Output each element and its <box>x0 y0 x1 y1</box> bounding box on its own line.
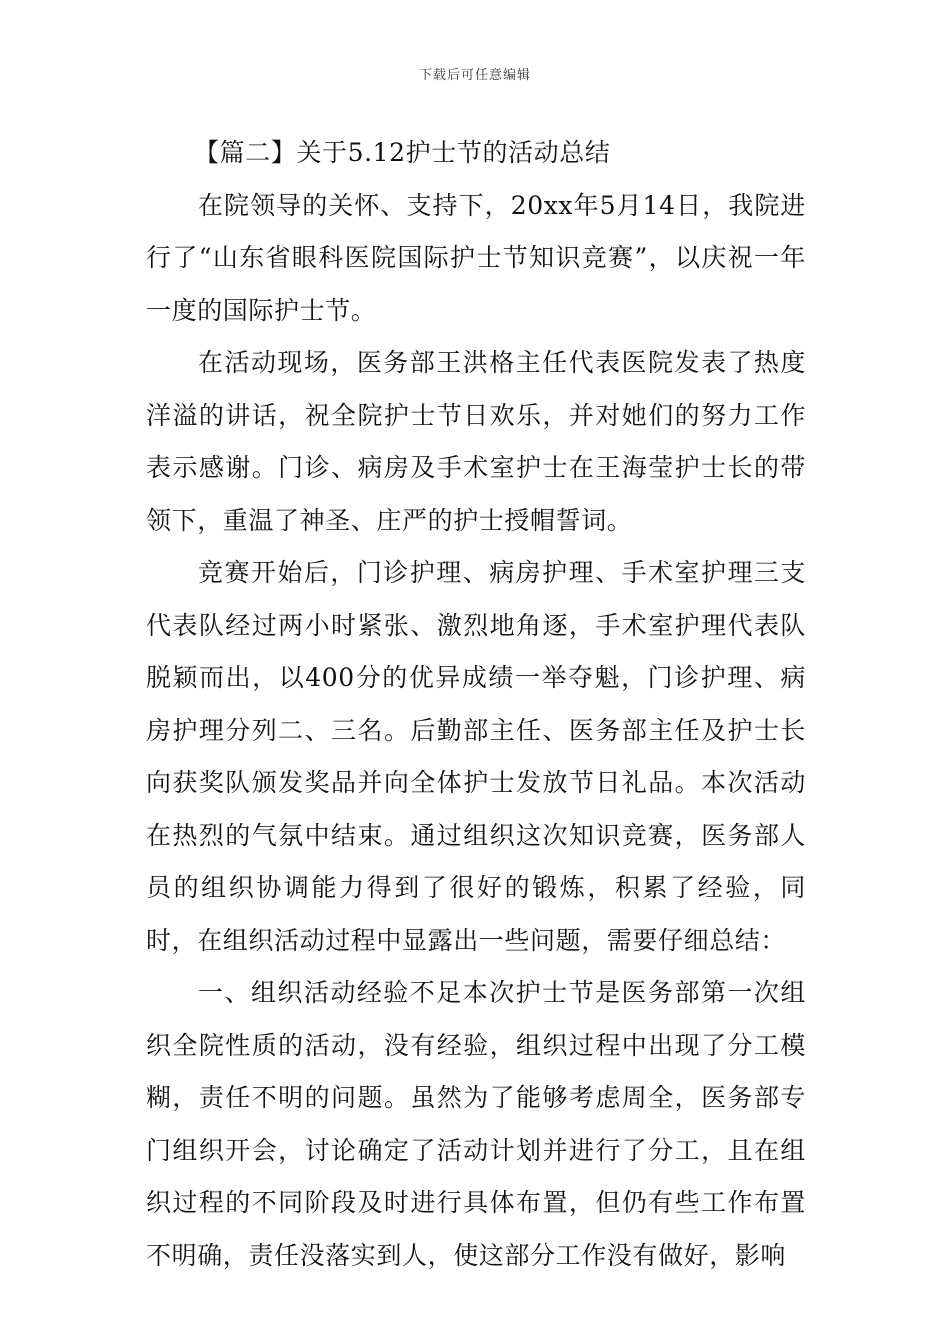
paragraph-3: 竞赛开始后，门诊护理、病房护理、手术室护理三支代表队经过两小时紧张、激烈地角逐，手术室护理代表队脱颖而出，以400分的优异成绩一举夺魁，门诊护理、病房护理分列二、三名。后勤部主任、医务部主任及护士长向获奖队颁发奖品并向全体护士发放节日礼品。本次活动在热烈的气氛中结束。通过组织这次知识竞赛，医务部人员的组织协调能力得到了很好的锻炼，积累了经验，同时，在组织活动过程中显露出一些问题，需要仔细总结： <box>146 558 806 955</box>
document-body <box>146 127 806 1282</box>
paragraph-2: 在活动现场，医务部王洪格主任代表医院发表了热度洋溢的讲话，祝全院护士节日欢乐，并对她们的努力工作表示感谢。门诊、病房及手术室护士在王海莹护士长的带领下，重温了神圣、庄严的护士授帽誓词。 <box>146 348 806 535</box>
paragraph-1: 在院领导的关怀、支持下，20xx年5月14日，我院进行了“山东省眼科医院国际护士节知识竞赛”，以庆祝一年一度的国际护士节。 <box>146 190 806 325</box>
paragraph-4: 一、组织活动经验不足本次护士节是医务部第一次组织全院性质的活动，没有经验，组织过程中出现了分工模糊，责任不明的问题。虽然为了能够考虑周全，医务部专门组织开会，讨论确定了活动计划并进行了分工，且在组织过程的不同阶段及时进行具体布置，但仍有些工作布置不明确，责任没落实到人，使这部分工作没有做好，影响 <box>146 978 806 1270</box>
page-header-note: 下载后可任意编辑 <box>418 68 531 83</box>
document-title: 【篇二】关于5.12护士节的活动总结 <box>194 138 611 167</box>
